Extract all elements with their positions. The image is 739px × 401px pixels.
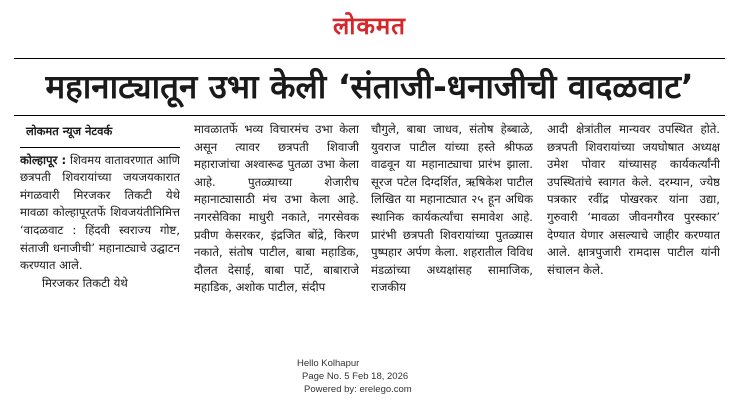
article-column-1 bbox=[20, 121, 180, 331]
article-column-3 bbox=[371, 121, 533, 331]
footer-page-date: Page No. 5 Feb 18, 2026 bbox=[302, 371, 409, 382]
article-byline: लोकमत न्यूज नेटवर्क bbox=[26, 124, 113, 138]
masthead bbox=[0, 6, 739, 46]
article-paragraph-2: मिरजकर तिकटी येथे bbox=[42, 275, 128, 290]
article-column-3-text: चौगुले, बाबा जाधव, संतोष हेब्बाळे, युवराज पाटील यांच्या हस्ते श्रीफळ वाढवून या महानाट्याचा प्रारंभ झाला. सूरज पटेल दिग्दर्शित, ऋषिकेश पाटील लिखित या महानाट्यात २५ हून अधिक स्थानिक कार्यकर्त्यांचा समावेश आहे. प्रारंभी छत्रपती शिवरायांच्या पुतळ्यास पुष्पहार अर्पण केला. शहरातील विविध मंडळांच्या अध्यक्षांसह सामाजिक, राजकीय bbox=[371, 122, 533, 295]
byline-divider bbox=[20, 147, 180, 148]
article-column-4 bbox=[547, 121, 720, 331]
top-divider bbox=[14, 58, 725, 59]
article-paragraph-1-text: शिवमय वातावरणात आणि छत्रपती शिवरायांच्या जयजयकारात मंगळवारी मिरजकर तिकटी येथे मावळा कोल्हापूरतर्फे शिवजयंतीनिमित्त ‘वादळवाट : हिंदवी स्वराज्य गोष्ट, संताजी धनाजीची’ महानाट्याचे उद्घाटन करण्यात आले. bbox=[20, 152, 180, 273]
article-column-2 bbox=[194, 121, 359, 331]
article-headline: महानाट्यातून उभा केली ‘संताजी-धनाजीची वादळवाट’ bbox=[45, 67, 694, 106]
footer-powered-by[interactable]: Powered by: erelego.com bbox=[304, 384, 412, 395]
article-column-2-text: मावळातर्फे भव्य विचारमंच उभा केला असून त्यावर छत्रपती शिवाजी महाराजांचा अश्वारूढ पुतळा उभा केला आहे. पुतळ्याच्या शेजारीच महानाट्यासाठी मंच उभा केला आहे. नगरसेविका माधुरी नकाते, नगरसेवक प्रवीण केसरकर, इंद्रजित बोंद्रे, किरण नकाते, संतोष पाटील, बाबा महाडिक, दौलत देसाई, बाबा पार्टे, बाबाराजे महाडिक, अशोक पाटील, संदीप bbox=[194, 122, 359, 295]
article-paragraph-1 bbox=[20, 152, 180, 275]
article-column-4-text: आदी क्षेत्रांतील मान्यवर उपस्थित होते. छत्रपती शिवरायांच्या जयघोषात अध्यक्ष उमेश पोवार यांच्यासह कार्यकर्त्यांनी उपस्थितांचे स्वागत केले. दरम्यान, ज्येष्ठ पत्रकार रवींद्र पोखरकर यांना उद्या, गुरुवारी ‘मावळा जीवनगौरव पुरस्कार’ देण्यात येणार असल्याचे जाहीर करण्यात आले. क्षात्रपुजारी रामदास पाटील यांनी संचालन केले. bbox=[547, 122, 720, 277]
article-dateline: कोल्हापूर : bbox=[20, 152, 67, 167]
headline-divider bbox=[14, 115, 725, 116]
footer-edition: Hello Kolhapur bbox=[297, 358, 360, 369]
article-body bbox=[20, 121, 720, 331]
newspaper-logo[interactable]: लोकमत bbox=[333, 12, 406, 40]
